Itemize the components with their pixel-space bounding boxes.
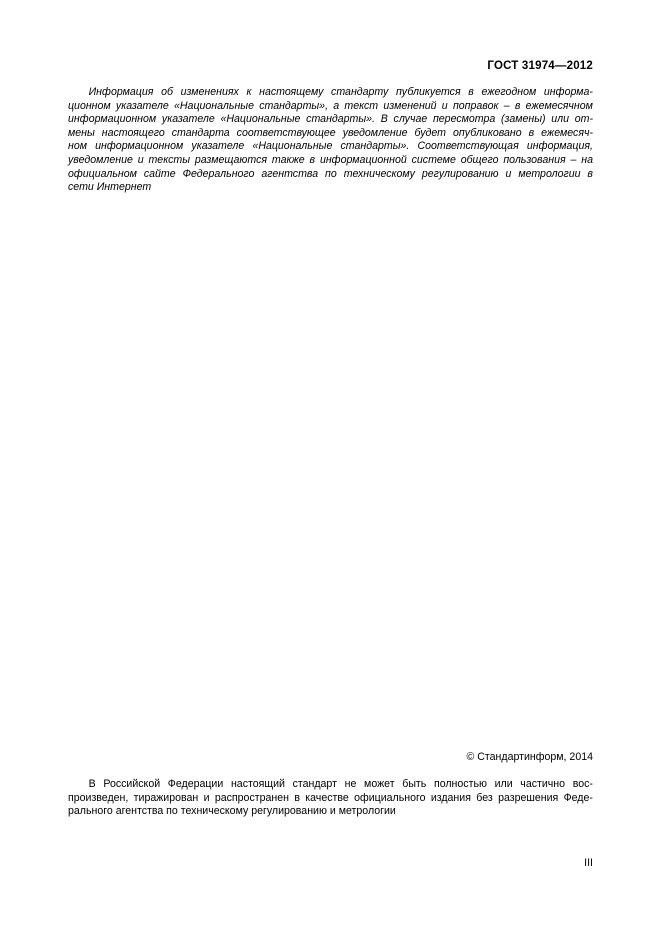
text-line: сети Интернет: [68, 181, 152, 194]
text-word: без: [476, 791, 493, 804]
text-word: пересмотра: [432, 113, 496, 126]
text-word: уведомление: [68, 153, 133, 166]
text-word: частично: [520, 778, 566, 790]
text-word: регулированию: [421, 167, 499, 180]
text-word: Феде-: [563, 791, 593, 804]
text-word: в: [294, 791, 300, 804]
text-word: стандарты».: [306, 113, 375, 126]
text-line: [68, 792, 593, 806]
text-word: указателе: [161, 113, 215, 126]
text-word: случае: [393, 113, 428, 126]
text-word: официальном: [68, 167, 137, 180]
text-word: сайте: [143, 167, 176, 180]
text-word: по: [325, 167, 337, 180]
running-header-standard-number: ГОСТ 31974—2012: [487, 60, 593, 72]
text-word: изменений: [383, 99, 437, 112]
text-word: информационном: [95, 140, 184, 153]
text-line: [68, 154, 593, 168]
text-word: официального: [354, 791, 426, 804]
text-word: общего: [460, 153, 499, 166]
text-word: ежемесяч-: [541, 126, 593, 139]
text-word: системе: [411, 153, 456, 166]
text-word: в: [514, 99, 521, 112]
text-word: к: [246, 86, 252, 98]
text-word: Соответствующая: [417, 140, 519, 153]
text-word: вос-: [572, 778, 593, 790]
text-word: текст: [344, 99, 379, 112]
text-word: ежемесячном: [525, 99, 593, 112]
text-word: может: [364, 778, 395, 790]
text-word: информационном: [68, 113, 157, 126]
text-word: также: [271, 153, 305, 166]
text-word: от-: [574, 113, 593, 126]
text-line: [68, 168, 593, 182]
text-word: (замены): [501, 113, 546, 126]
text-word: Информация: [68, 86, 154, 98]
text-word: стандарту: [331, 86, 389, 98]
text-word: изменениях: [180, 86, 239, 98]
text-word: быть: [402, 778, 427, 790]
reproduction-note-block: [68, 778, 593, 819]
text-line: [68, 113, 593, 127]
text-word: указателе: [115, 99, 169, 112]
text-word: уведомление: [342, 126, 408, 139]
text-word: на: [581, 153, 593, 166]
text-word: издания: [430, 791, 471, 804]
text-word: тексты: [148, 153, 191, 166]
text-word: Федерации: [167, 778, 224, 790]
text-word: информация,: [526, 140, 593, 153]
text-word: настоящего: [101, 126, 165, 139]
text-word: или: [551, 113, 570, 126]
text-word: произведен,: [68, 791, 129, 804]
text-word: агентства: [261, 167, 319, 180]
text-word: в: [468, 86, 474, 98]
text-word: соответствующее: [236, 126, 336, 139]
text-word: стандарт: [292, 778, 337, 790]
text-word: стандарты»,: [259, 99, 329, 112]
text-word: тиражирован: [133, 791, 199, 804]
text-word: метрологии: [518, 167, 581, 180]
page-number-folio: III: [584, 857, 593, 869]
text-word: и: [441, 99, 448, 112]
text-word: информа-: [543, 86, 593, 98]
text-word: Российской: [103, 778, 161, 790]
text-word: поправок: [452, 99, 499, 112]
text-line: рального агентства по техническому регулированию и метрологии: [68, 805, 396, 818]
text-word: настоящий: [230, 778, 285, 790]
text-word: указателе: [191, 140, 245, 153]
copyright-line: © Стандартинформ, 2014: [466, 751, 593, 763]
text-word: об: [161, 86, 173, 98]
text-line: [68, 778, 593, 792]
text-word: В: [380, 113, 388, 126]
text-word: мены: [68, 126, 95, 139]
text-word: ном: [68, 140, 87, 153]
text-word: качестве: [305, 791, 349, 804]
text-word: в: [587, 167, 593, 180]
text-word: публикуется: [395, 86, 461, 98]
text-word: «Национальные: [220, 113, 301, 126]
text-word: в: [309, 153, 316, 166]
amendments-note-block: [68, 86, 593, 195]
text-word: и: [203, 791, 210, 804]
text-word: а: [333, 99, 340, 112]
text-word: разрешения: [498, 791, 559, 804]
text-word: размещаются: [194, 153, 268, 166]
text-word: будет: [414, 126, 447, 139]
text-word: техническому: [343, 167, 415, 180]
text-word: В: [68, 778, 96, 790]
text-line: [68, 140, 593, 154]
text-word: –: [503, 99, 510, 112]
text-word: «Национальные: [252, 140, 333, 153]
text-word: пользования: [503, 153, 566, 166]
text-word: стандарта: [171, 126, 230, 139]
text-word: или: [494, 778, 513, 790]
text-word: Федерального: [182, 167, 255, 180]
text-word: информационной: [319, 153, 407, 166]
text-word: стандарты».: [340, 140, 410, 153]
text-word: «Национальные: [174, 99, 254, 112]
text-word: и: [505, 167, 512, 180]
text-line: [68, 127, 593, 141]
text-word: в: [528, 126, 535, 139]
text-line: [68, 100, 593, 114]
text-word: распространен: [214, 791, 289, 804]
text-word: не: [344, 778, 357, 790]
text-word: полностью: [433, 778, 487, 790]
text-word: –: [570, 153, 577, 166]
text-word: опубликовано: [453, 126, 522, 139]
text-word: настоящему: [259, 86, 324, 98]
text-word: и: [137, 153, 144, 166]
text-line: [68, 86, 593, 100]
text-word: ежегодном: [481, 86, 537, 98]
text-word: ционном: [68, 99, 111, 112]
